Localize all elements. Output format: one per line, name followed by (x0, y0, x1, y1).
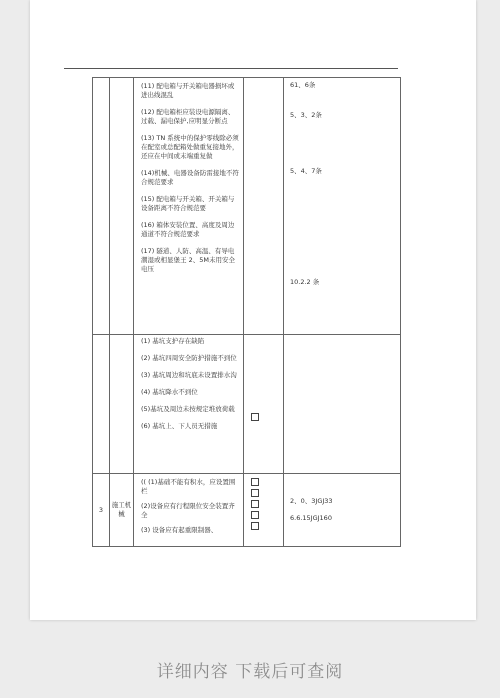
checkbox[interactable] (251, 489, 259, 497)
row-category-cell (110, 78, 134, 335)
check-item: (4) 基坑降水不到位 (141, 388, 198, 396)
standard-ref: 2、0、3JGJ33 (290, 497, 333, 505)
row-category-cell (110, 335, 134, 474)
check-item: (( (1)基础不能有积水，应设置围栏 (141, 478, 236, 495)
table-row-power (93, 78, 401, 335)
check-items-cell (134, 474, 244, 547)
check-items-cell (134, 335, 244, 474)
checkbox[interactable] (251, 522, 259, 530)
check-item: (2) 基坑四周安全防护措施不到位 (141, 354, 237, 362)
check-item: (5)基坑及周边未按规定堆放荷载 (141, 405, 235, 413)
row-category-cell: 施工机械 (110, 474, 134, 547)
check-item: (11) 配电箱与开关箱电器损坏或进出线混乱 (141, 82, 235, 99)
check-item: (16) 箱体安装位置、高度及周边通道不符合规范要求 (141, 221, 235, 238)
check-item: (14)机械、电器设备防雷接地不符 合规范要求 (141, 169, 239, 186)
row-number-cell (93, 78, 110, 335)
standard-ref: 5、4、7条 (290, 167, 322, 175)
check-item: (12) 配电箱柜应装设电源隔离、过载、漏电保护,应明显分断点 (141, 108, 235, 125)
check-item: (3) 基坑周边和坑底未设置排水沟 (141, 371, 237, 379)
download-hint-text: 详细内容 下载后可查阅 (156, 662, 344, 682)
check-item: (13) TN 系统中的保护零线除必须在配室或总配箱处做重复接地外，还应在中间或末端重复做 (141, 134, 239, 160)
standard-ref: 10.2.2 条 (290, 278, 320, 286)
standard-ref: 6.6.15JGJ160 (290, 514, 332, 522)
check-items-cell (134, 78, 244, 335)
standard-ref: 61、6条 (290, 81, 316, 89)
checkbox[interactable] (251, 511, 259, 519)
checkbox-cell (244, 78, 284, 335)
inspection-checklist-table (92, 77, 401, 547)
checkbox-cell (244, 474, 284, 547)
standard-ref: 5、3、2条 (290, 111, 322, 119)
checkbox-cell (244, 335, 284, 474)
check-item: (17) 隧道、人防、高温、有导电潮湿或相显堡王 2、5M未用安全电压 (141, 247, 235, 273)
checkbox[interactable] (251, 500, 259, 508)
row-number-cell (93, 335, 110, 474)
standard-cell (284, 78, 401, 335)
standard-cell (284, 335, 401, 474)
table-row-machinery (93, 474, 401, 547)
table-row-pit (93, 335, 401, 474)
check-item: (6) 基坑上、下人员无措施 (141, 422, 218, 430)
table-top-rule (64, 68, 398, 69)
check-item: (2)设备应有行程限位安全装置齐全 (141, 502, 235, 519)
standard-cell (284, 474, 401, 547)
checkbox[interactable] (251, 478, 259, 486)
check-item: (3) 设备应有起重限制器、 (141, 526, 218, 534)
checkbox[interactable] (251, 413, 259, 421)
check-item: (15) 配电箱与开关箱、开关箱与设备距离不符合规范要 (141, 195, 235, 212)
check-item: (1) 基坑支护存在缺陷 (141, 337, 205, 345)
row-number-cell: 3 (93, 474, 110, 547)
